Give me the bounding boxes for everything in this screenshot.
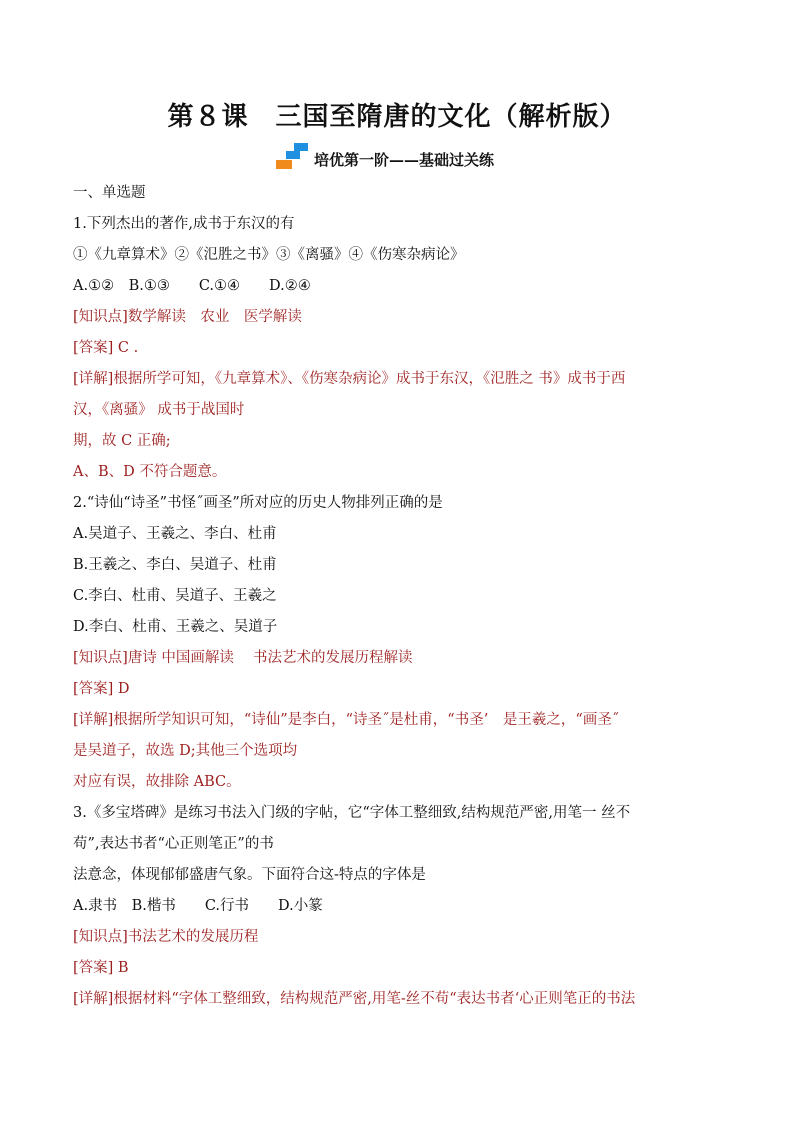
choice-a: A.吴道子、王羲之、李白、杜甫 (73, 526, 277, 542)
analysis-line: 是吴道子，故选 D;其他三个选项均 (73, 743, 298, 759)
question-2 (73, 488, 733, 798)
analysis-line: [详解]根据所学知识可知，“诗仙”是李白，“诗圣˝是杜甫，“书圣’ 是王羲之，“画圣˝ (73, 712, 619, 728)
analysis-line: 期，故 C 正确; (73, 433, 171, 449)
question-stem: 3.《多宝塔碑》是练习书法入门级的字帖，它“字体工整细致,结构规范严密,用笔一 丝不 (73, 805, 631, 821)
question-options-list: ①《九章算术》②《氾胜之书》③《离骚》④《伤寒杂病论》 (73, 247, 465, 263)
analysis-line: [详解]根据所学可知，《九章算术》、《伤寒杂病论》成书于东汉，《氾胜之 书》成书于西 (73, 371, 626, 387)
answer-line: [答案] D (73, 681, 130, 697)
choice-b: B.王羲之、李白、吴道子、杜甫 (73, 557, 277, 573)
question-choices: A.隶书 B.楷书 C.行书 D.小篆 (73, 898, 323, 914)
choice-d: D.李白、杜甫、王羲之、吴道子 (73, 619, 278, 635)
question-content (73, 178, 733, 1015)
answer-line: [答案] B (73, 960, 129, 976)
subtitle-banner (276, 142, 494, 172)
analysis-line: A、B、D 不符合题意。 (73, 464, 227, 480)
knowledge-point: [知识点]数学解读 农业 医学解读 (73, 309, 302, 325)
question-stem: 法意念，体现郁郁盛唐气象。下面符合这-特点的字体是 (73, 867, 426, 883)
stair-logo-icon (276, 143, 310, 171)
knowledge-point: [知识点]书法艺术的发展历程 (73, 929, 259, 945)
question-stem: 苟”,表达书者“心正则笔正”的书 (73, 836, 274, 852)
question-stem: 2.“诗仙“诗圣”书怪˝画圣”所对应的历史人物排列正确的是 (73, 495, 443, 511)
analysis-line: 对应有误，故排除 ABC。 (73, 774, 241, 790)
knowledge-point: [知识点]唐诗 中国画解读 书法艺术的发展历程解读 (73, 650, 413, 666)
question-choices: A.①② B.①③ C.①④ D.②④ (73, 278, 311, 294)
analysis-line: [详解]根据材料“字体工整细致，结构规范严密,用笔-丝不苟“表达书者‘心正则笔正的书法 (73, 991, 636, 1007)
question-stem: 1.下列杰出的著作,成书于东汉的有 (73, 216, 295, 232)
subtitle-text: 培优第一阶——基础过关练 (314, 150, 495, 169)
choice-c: C.李白、杜甫、吴道子、王羲之 (73, 588, 277, 604)
answer-line: [答案] C . (73, 340, 139, 356)
question-1 (73, 209, 733, 488)
analysis-line: 汉，《离骚》 成书于战国时 (73, 402, 245, 418)
question-3 (73, 798, 733, 1015)
page-title: 第８课 三国至隋唐的文化（解析版） (167, 102, 627, 132)
section-heading: 一、单选题 (73, 185, 146, 201)
